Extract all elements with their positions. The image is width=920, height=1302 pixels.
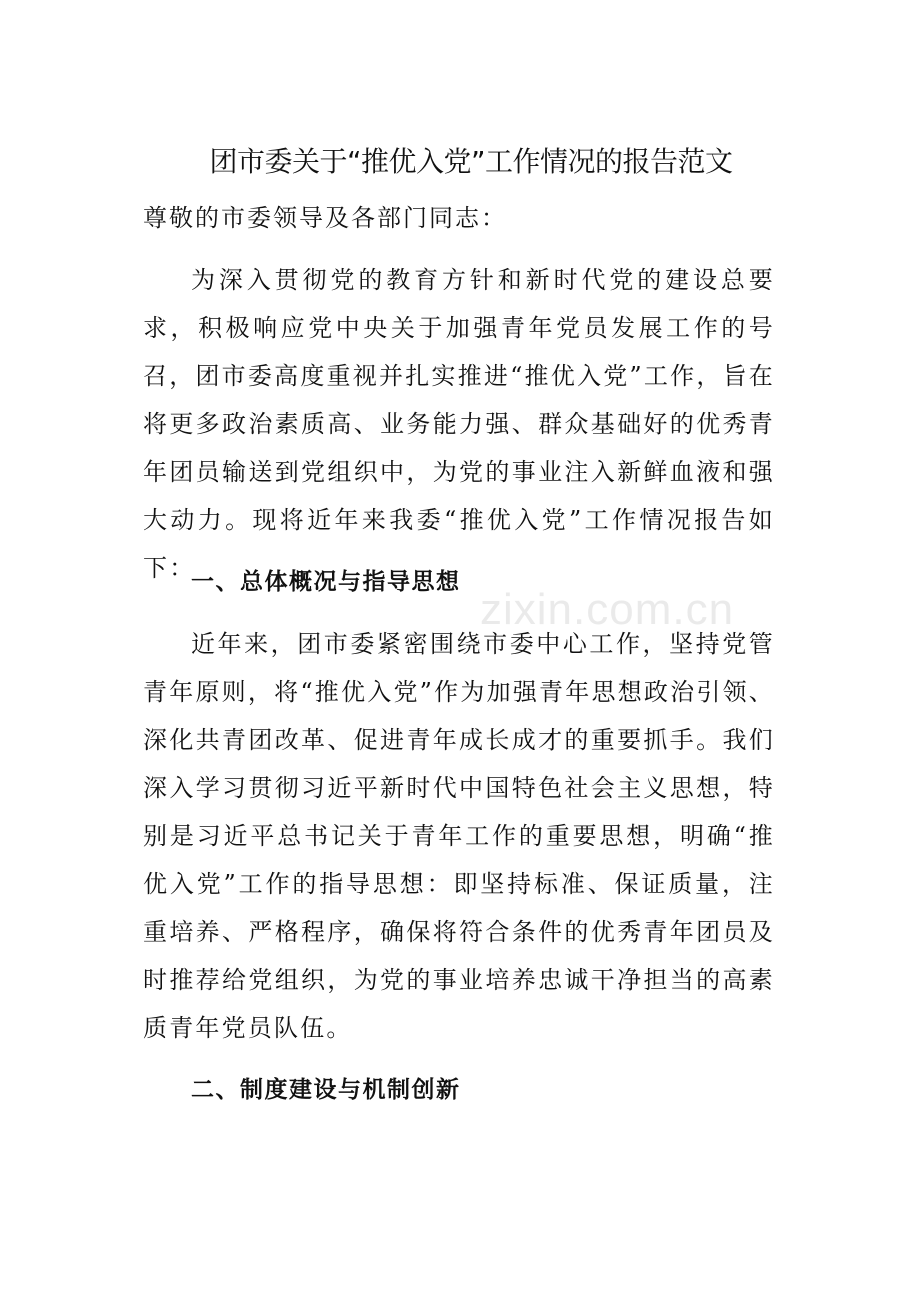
section-1-paragraph: 近年来，团市委紧密围绕市委中心工作，坚持党管青年原则，将“推优入党”作为加强青年思想政治引领、深化共青团改革、促进青年成长成才的重要抓手。我们深入学习贯彻习近平新时代中国特色社会主义思想，特别是习近平总书记关于青年工作的重要思想，明确“推优入党”工作的指导思想：即坚持标准、保证质量，注重培养、严格程序，确保将符合条件的优秀青年团员及时推荐给党组织，为党的事业培养忠诚干净担当的高素质青年党员队伍。 [143,630,775,1042]
document-title: 团市委关于“推优入党”工作情况的报告范文 [209,145,733,178]
salutation: 尊敬的市委领导及各部门同志： [143,204,507,232]
watermark: zixin.com.cn [480,585,735,634]
section-heading-1: 一、总体概况与指导思想 [191,569,461,595]
intro-paragraph: 为深入贯彻党的教育方针和新时代党的建设总要求，积极响应党中央关于加强青年党员发展工作的号召，团市委高度重视并扎实推进“推优入党”工作，旨在将更多政治素质高、业务能力强、群众基础好的优秀青年团员输送到党组织中，为党的事业注入新鲜血液和强大动力。现将近年来我委“推优入党”工作情况报告如下： [143,266,775,582]
section-heading-2: 二、制度建设与机制创新 [191,1077,461,1103]
